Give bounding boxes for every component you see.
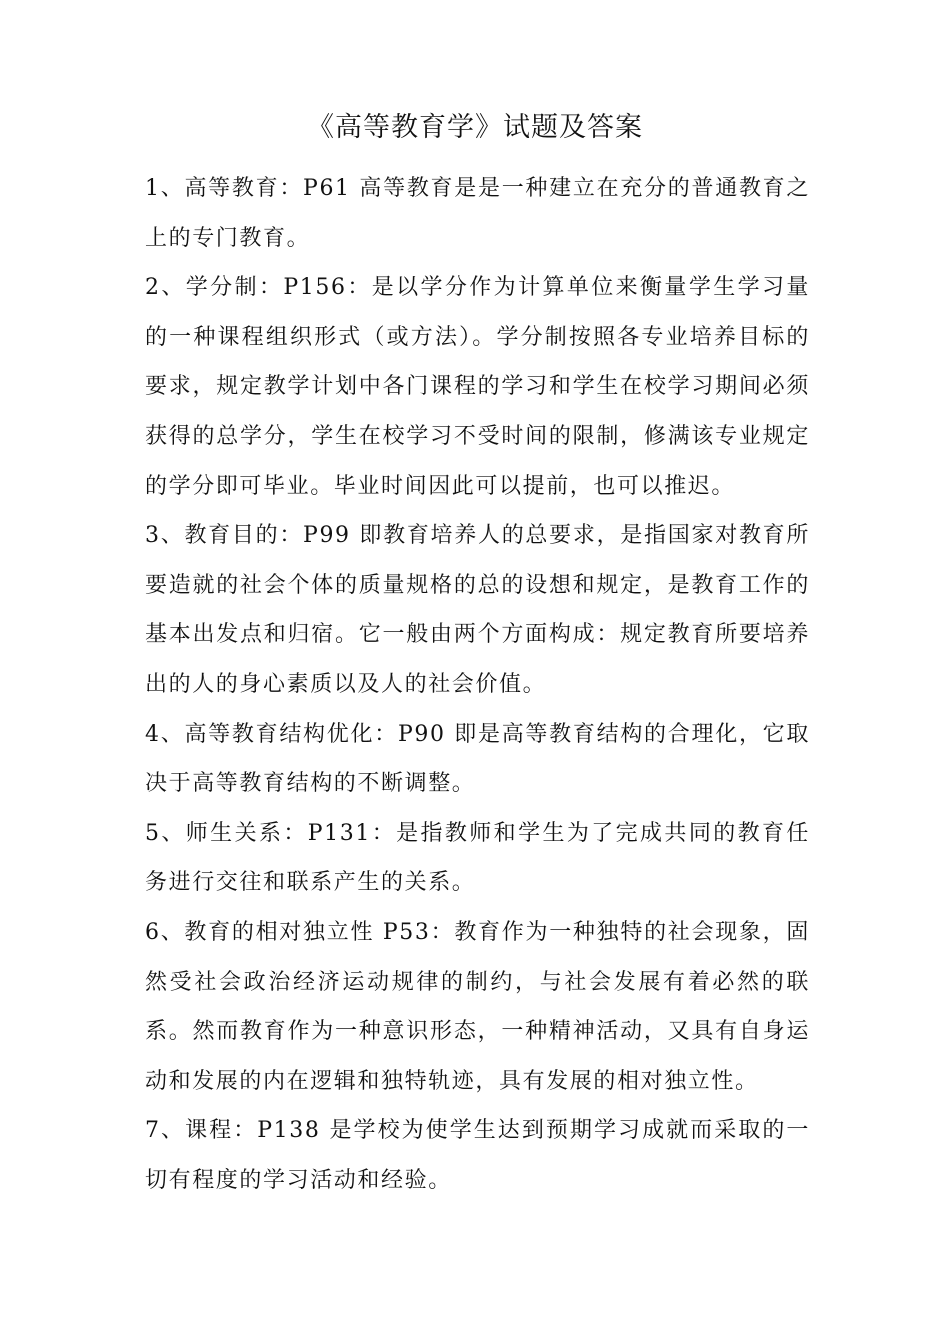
entry-higher-education: 1、高等教育：P61 高等教育是是一种建立在充分的普通教育之上的专门教育。 <box>145 176 810 251</box>
entry-curriculum: 7、课程：P138 是学校为使学生达到预期学习成就而采取的一切有程度的学习活动和经验。 <box>145 1118 810 1193</box>
entry-education-purpose: 3、教育目的：P99 即教育培养人的总要求，是指国家对教育所要造就的社会个体的质量规格的总的设想和规定，是教育工作的基本出发点和归宿。它一般由两个方面构成：规定教育所要培养出的人的身心素质以及人的社会价值。 <box>145 523 810 697</box>
entry-credit-system: 2、学分制：P156：是以学分作为计算单位来衡量学生学习量的一种课程组织形式（或方法）。学分制按照各专业培养目标的要求，规定教学计划中各门课程的学习和学生在校学习期间必须获得的总学分，学生在校学习不受时间的限制，修满该专业规定的学分即可毕业。毕业时间因此可以提前，也可以推迟。 <box>145 275 810 499</box>
entry-structure-optimization: 4、高等教育结构优化：P90 即是高等教育结构的合理化，它取决于高等教育结构的不断调整。 <box>145 721 810 797</box>
entry-teacher-student-relation: 5、师生关系：P131：是指教师和学生为了完成共同的教育任务进行交往和联系产生的关系。 <box>145 820 810 896</box>
document-body <box>145 164 810 1205</box>
document-title: 《高等教育学》试题及答案 <box>307 112 643 143</box>
entry-relative-independence: 6、教育的相对独立性 P53：教育作为一种独特的社会现象，固然受社会政治经济运动规律的制约，与社会发展有着必然的联系。然而教育作为一种意识形态，一种精神活动，又具有自身运动和发展的内在逻辑和独特轨迹，具有发展的相对独立性。 <box>145 919 810 1094</box>
